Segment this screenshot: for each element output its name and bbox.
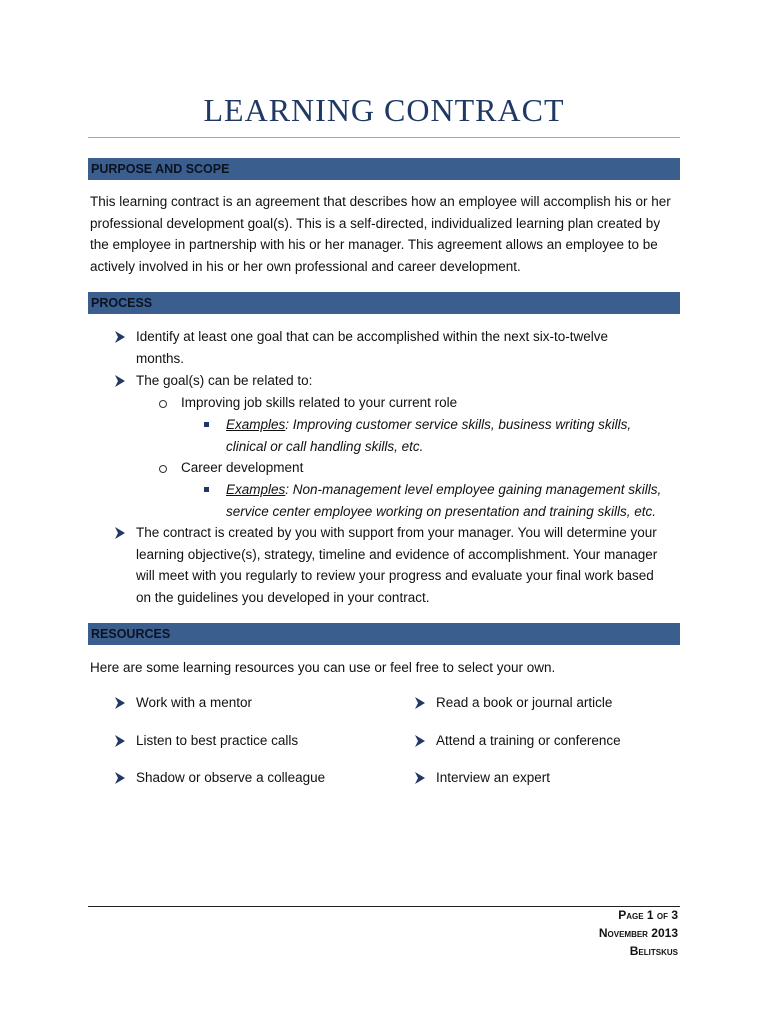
example-text: : Improving customer service skills, business writing skills, clinical or call handling skills, etc. [226, 417, 632, 454]
circle-bullet-icon [159, 400, 167, 408]
section-heading-process: PROCESS [88, 292, 680, 314]
arrow-bullet-icon [115, 331, 125, 343]
arrow-bullet-icon [115, 772, 125, 784]
process-item: The goal(s) can be related to: [136, 373, 313, 388]
process-example [226, 414, 656, 457]
document-title: LEARNING CONTRACT [203, 92, 565, 128]
arrow-bullet-icon [415, 772, 425, 784]
footer-divider [88, 906, 680, 907]
resources-intro: Here are some learning resources you can use or feel free to select your own. [90, 660, 556, 675]
process-example [226, 479, 674, 522]
arrow-bullet-icon [415, 735, 425, 747]
section-heading-resources: RESOURCES [88, 623, 680, 645]
footer-date: November 2013 [598, 926, 678, 940]
resource-item: Listen to best practice calls [136, 733, 299, 748]
arrow-bullet-icon [415, 697, 425, 709]
circle-bullet-icon [159, 465, 167, 473]
example-text: : Non-management level employee gaining management skills, service center employee working on presentation and training skills, etc. [226, 482, 662, 519]
footer-page-number: Page 1 of 3 [618, 908, 678, 922]
footer-author: Belitskus [629, 944, 678, 958]
resource-item: Read a book or journal article [436, 695, 613, 710]
arrow-bullet-icon [115, 375, 125, 387]
resource-item: Shadow or observe a colleague [136, 770, 326, 785]
process-sub-item: Improving job skills related to your current role [181, 395, 458, 410]
example-label: Examples [226, 482, 286, 497]
square-bullet-icon [204, 422, 209, 427]
title-divider [88, 137, 680, 138]
arrow-bullet-icon [115, 527, 125, 539]
process-item: Identify at least one goal that can be accomplished within the next six-to-twelve months. [136, 329, 609, 366]
arrow-bullet-icon [115, 697, 125, 709]
resource-item: Interview an expert [436, 770, 551, 785]
example-label: Examples [226, 417, 286, 432]
process-item: The contract is created by you with support from your manager. You will determine your learning objective(s), strategy, timeline and evidence of accomplishment. Your manager will meet with you regularly to review your progress and evaluate your final work based on the guidelines you developed in your contract. [136, 525, 658, 606]
section-heading-purpose: PURPOSE AND SCOPE [88, 158, 680, 180]
arrow-bullet-icon [115, 735, 125, 747]
resource-item: Attend a training or conference [436, 733, 621, 748]
purpose-paragraph: This learning contract is an agreement that describes how an employee will accomplish his or her professional development goal(s). This is a self-directed, individualized learning plan created by the employee in partnership with his or her manager. This agreement allows an employee to be actively involved in his or her own professional and career development. [90, 194, 671, 275]
process-sub-item: Career development [181, 460, 304, 475]
resource-item: Work with a mentor [136, 695, 253, 710]
square-bullet-icon [204, 487, 209, 492]
